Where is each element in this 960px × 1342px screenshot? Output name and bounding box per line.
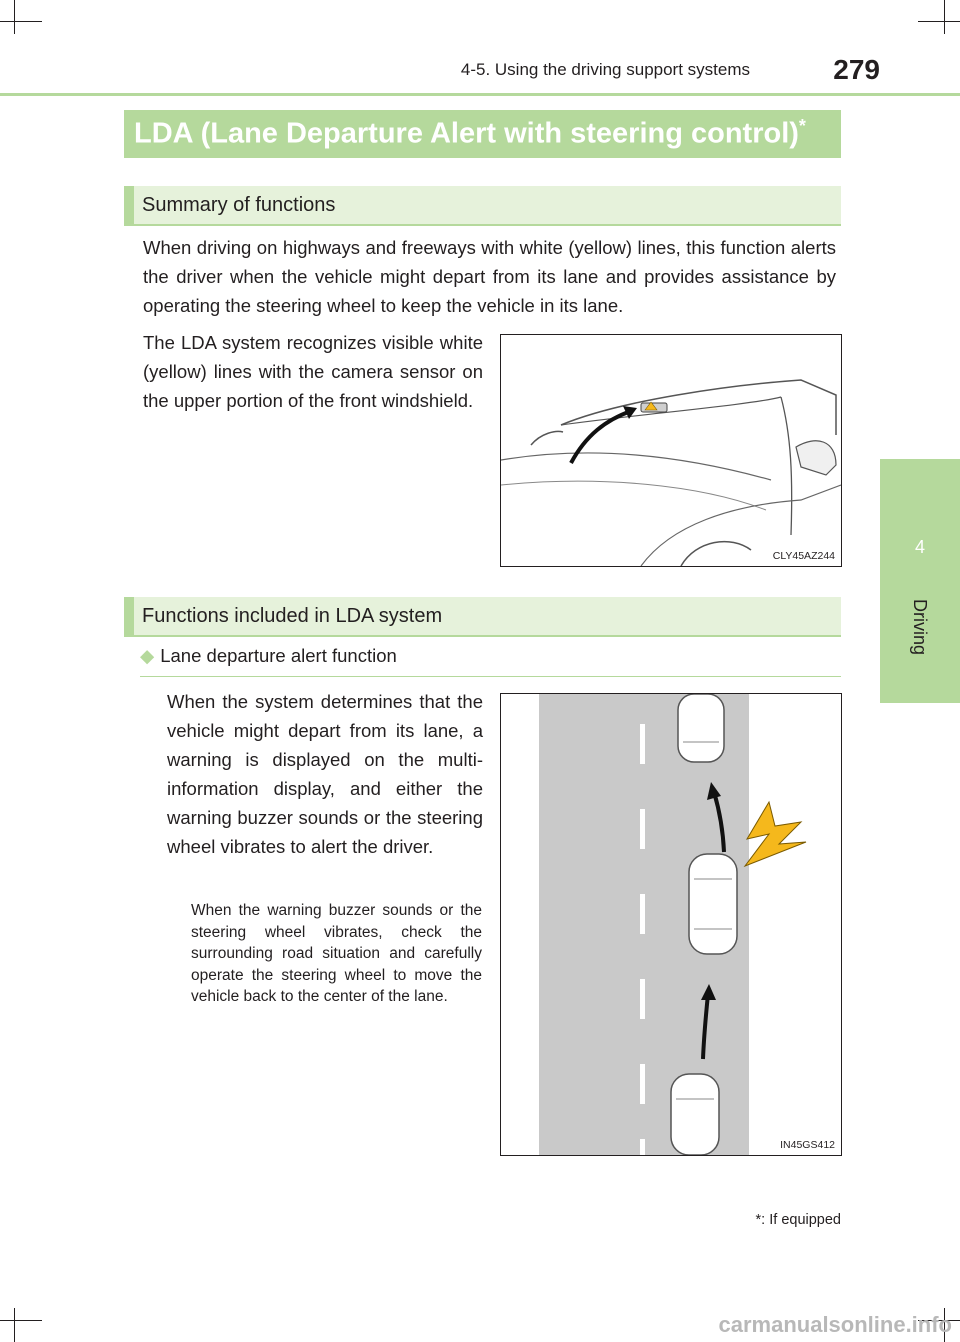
summary-heading: Summary of functions — [142, 194, 336, 216]
header-rule — [0, 93, 960, 96]
heading-accent — [124, 186, 134, 224]
section-title-bar — [124, 110, 841, 158]
section-title — [134, 116, 806, 151]
car-windshield-illustration — [501, 335, 841, 566]
crop-mark — [0, 21, 42, 22]
watermark: carmanualsonline.info — [718, 1312, 952, 1337]
diamond-bullet-icon: ◆ — [140, 645, 155, 666]
footnote-marker: * — [755, 1212, 762, 1228]
heading-accent — [124, 597, 134, 635]
crop-mark — [14, 0, 15, 34]
item-rule — [140, 676, 841, 677]
chapter-tab — [880, 459, 960, 703]
equipped-marker: * — [798, 116, 806, 136]
warning-note: When the warning buzzer sounds or the steering wheel vibrates, check the surrounding road situation and carefully operate the steering wheel to move the vehicle back to the center of the lane. — [191, 902, 482, 1005]
lane-departure-item-heading — [140, 645, 397, 667]
page-number: 279 — [833, 54, 880, 85]
crop-mark — [0, 1320, 42, 1321]
figure-code: CLY45AZ244 — [772, 550, 835, 562]
functions-heading: Functions included in LDA system — [142, 605, 443, 627]
summary-heading-bar — [124, 186, 841, 226]
camera-description: The LDA system recognizes visible white (yellow) lines with the camera sensor on the upper portion of the front windshield. — [143, 332, 483, 411]
lane-departure-description: When the system determines that the vehicle might depart from its lane, a warning is displayed on the multi-information display, and either the warning buzzer sounds or the steering wheel vibrates to alert the driver. — [167, 691, 483, 857]
lane-departure-illustration — [501, 694, 841, 1155]
crop-mark — [918, 21, 960, 22]
camera-figure — [500, 334, 842, 567]
lane-departure-item-title: Lane departure alert function — [160, 645, 397, 666]
lane-departure-figure — [500, 693, 842, 1156]
footnote — [640, 1212, 841, 1228]
figure-code: IN45GS412 — [780, 1139, 835, 1151]
functions-heading-bar — [124, 597, 841, 637]
crop-mark — [944, 0, 945, 34]
section-title-text: LDA (Lane Departure Alert with steering control) — [134, 117, 799, 150]
chapter-label: Driving — [910, 599, 930, 656]
chapter-number: 4 — [914, 537, 925, 557]
footnote-text: : If equipped — [761, 1212, 841, 1228]
crop-mark — [14, 1308, 15, 1342]
summary-intro: When driving on highways and freeways with white (yellow) lines, this function alerts the driver when the vehicle might depart from its lane and provides assistance by operating the steering wheel to keep the vehicle in its lane. — [143, 237, 836, 316]
header-section-title: 4-5. Using the driving support systems — [460, 60, 750, 79]
